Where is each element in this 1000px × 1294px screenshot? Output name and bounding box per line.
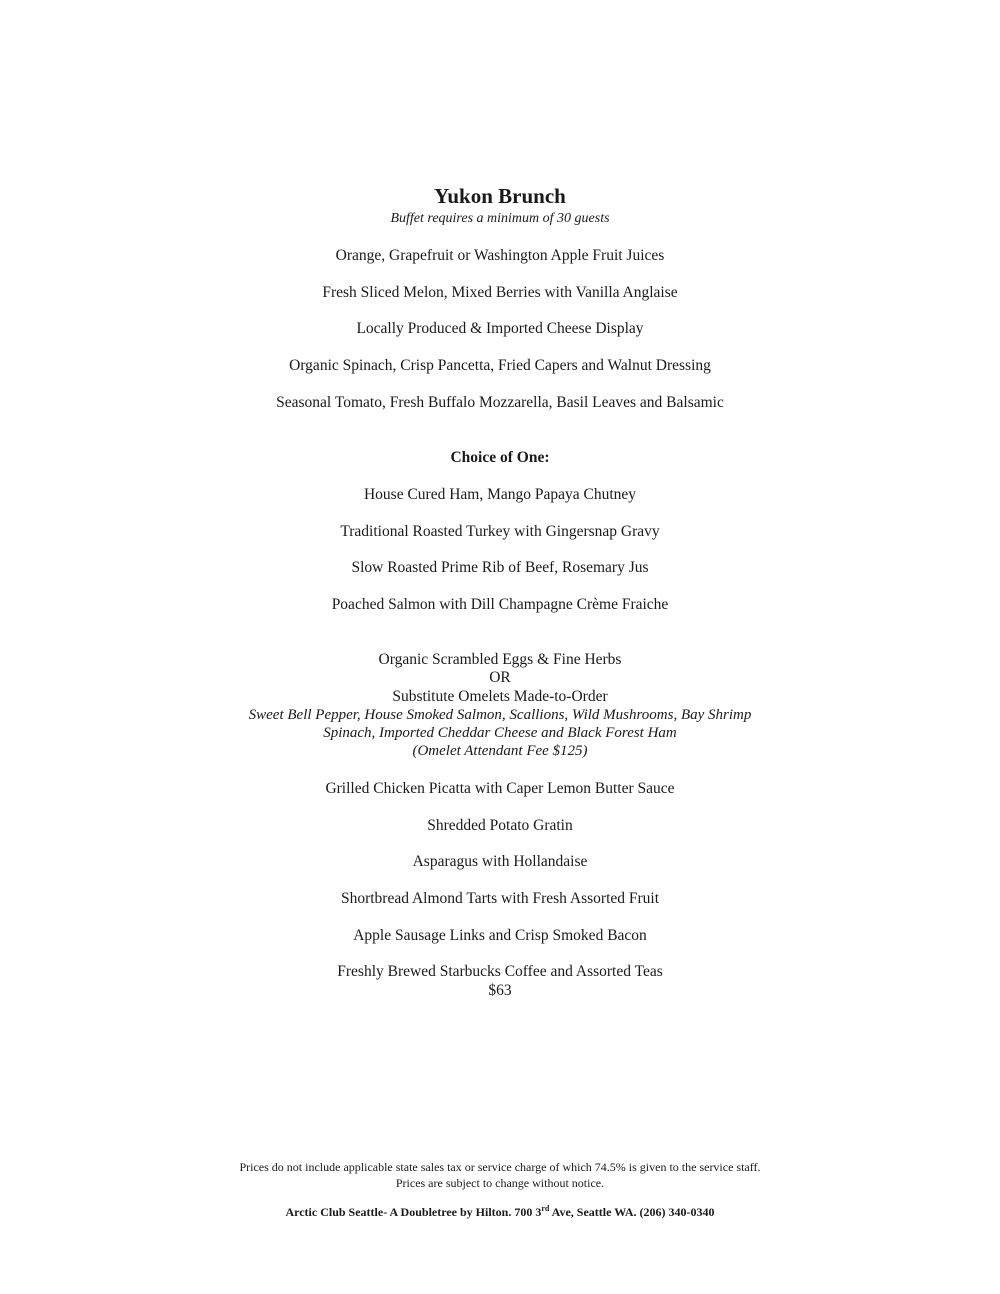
menu-item: Orange, Grapefruit or Washington Apple Fruit Juices xyxy=(335,247,665,264)
omelet-options: Spinach, Imported Cheddar Cheese and Black Forest Ham xyxy=(323,725,677,741)
menu-item: Asparagus with Hollandaise xyxy=(412,853,588,870)
menu-item: Grilled Chicken Picatta with Caper Lemon Butter Sauce xyxy=(325,780,675,797)
menu-item: Locally Produced & Imported Cheese Display xyxy=(356,320,644,337)
eggs-item: Organic Scrambled Eggs & Fine Herbs xyxy=(378,651,622,668)
omelet-fee: (Omelet Attendant Fee $125) xyxy=(412,743,588,759)
menu-item: Fresh Sliced Melon, Mixed Berries with Vanilla Anglaise xyxy=(322,284,678,301)
choice-item: Traditional Roasted Turkey with Gingersnap Gravy xyxy=(340,523,660,540)
omelet-options: Sweet Bell Pepper, House Smoked Salmon, Scallions, Wild Mushrooms, Bay Shrimp xyxy=(248,707,752,723)
menu-item: Freshly Brewed Starbucks Coffee and Assorted Teas xyxy=(337,963,663,980)
address-text: Ave, Seattle WA. (206) 340-0340 xyxy=(549,1205,715,1219)
choice-item: House Cured Ham, Mango Papaya Chutney xyxy=(363,486,637,503)
footer-address xyxy=(0,1205,1000,1220)
footer-note: Prices do not include applicable state sales tax or service charge of which 74.5% is given to the service staff. xyxy=(239,1160,761,1174)
eggs-or: OR xyxy=(489,669,511,686)
page-title: Yukon Brunch xyxy=(434,184,566,208)
page-subtitle: Buffet requires a minimum of 30 guests xyxy=(390,211,610,226)
choice-item: Slow Roasted Prime Rib of Beef, Rosemary Jus xyxy=(351,559,649,576)
menu-item: Seasonal Tomato, Fresh Buffalo Mozzarella, Basil Leaves and Balsamic xyxy=(276,394,724,411)
choice-item: Poached Salmon with Dill Champagne Crème Fraiche xyxy=(331,596,669,613)
omelet-item: Substitute Omelets Made-to-Order xyxy=(392,688,608,705)
address-superscript: rd xyxy=(541,1204,550,1213)
address-text: Arctic Club Seattle- A Doubletree by Hilton. 700 3 xyxy=(285,1205,542,1219)
choice-heading: Choice of One: xyxy=(450,449,550,466)
menu-item: Apple Sausage Links and Crisp Smoked Bacon xyxy=(353,927,647,944)
footer-note: Prices are subject to change without notice. xyxy=(395,1176,605,1190)
menu-item: Organic Spinach, Crisp Pancetta, Fried Capers and Walnut Dressing xyxy=(289,357,711,374)
price: $63 xyxy=(488,982,512,999)
menu-item: Shortbread Almond Tarts with Fresh Assorted Fruit xyxy=(340,890,660,907)
menu-item: Shredded Potato Gratin xyxy=(427,817,573,834)
